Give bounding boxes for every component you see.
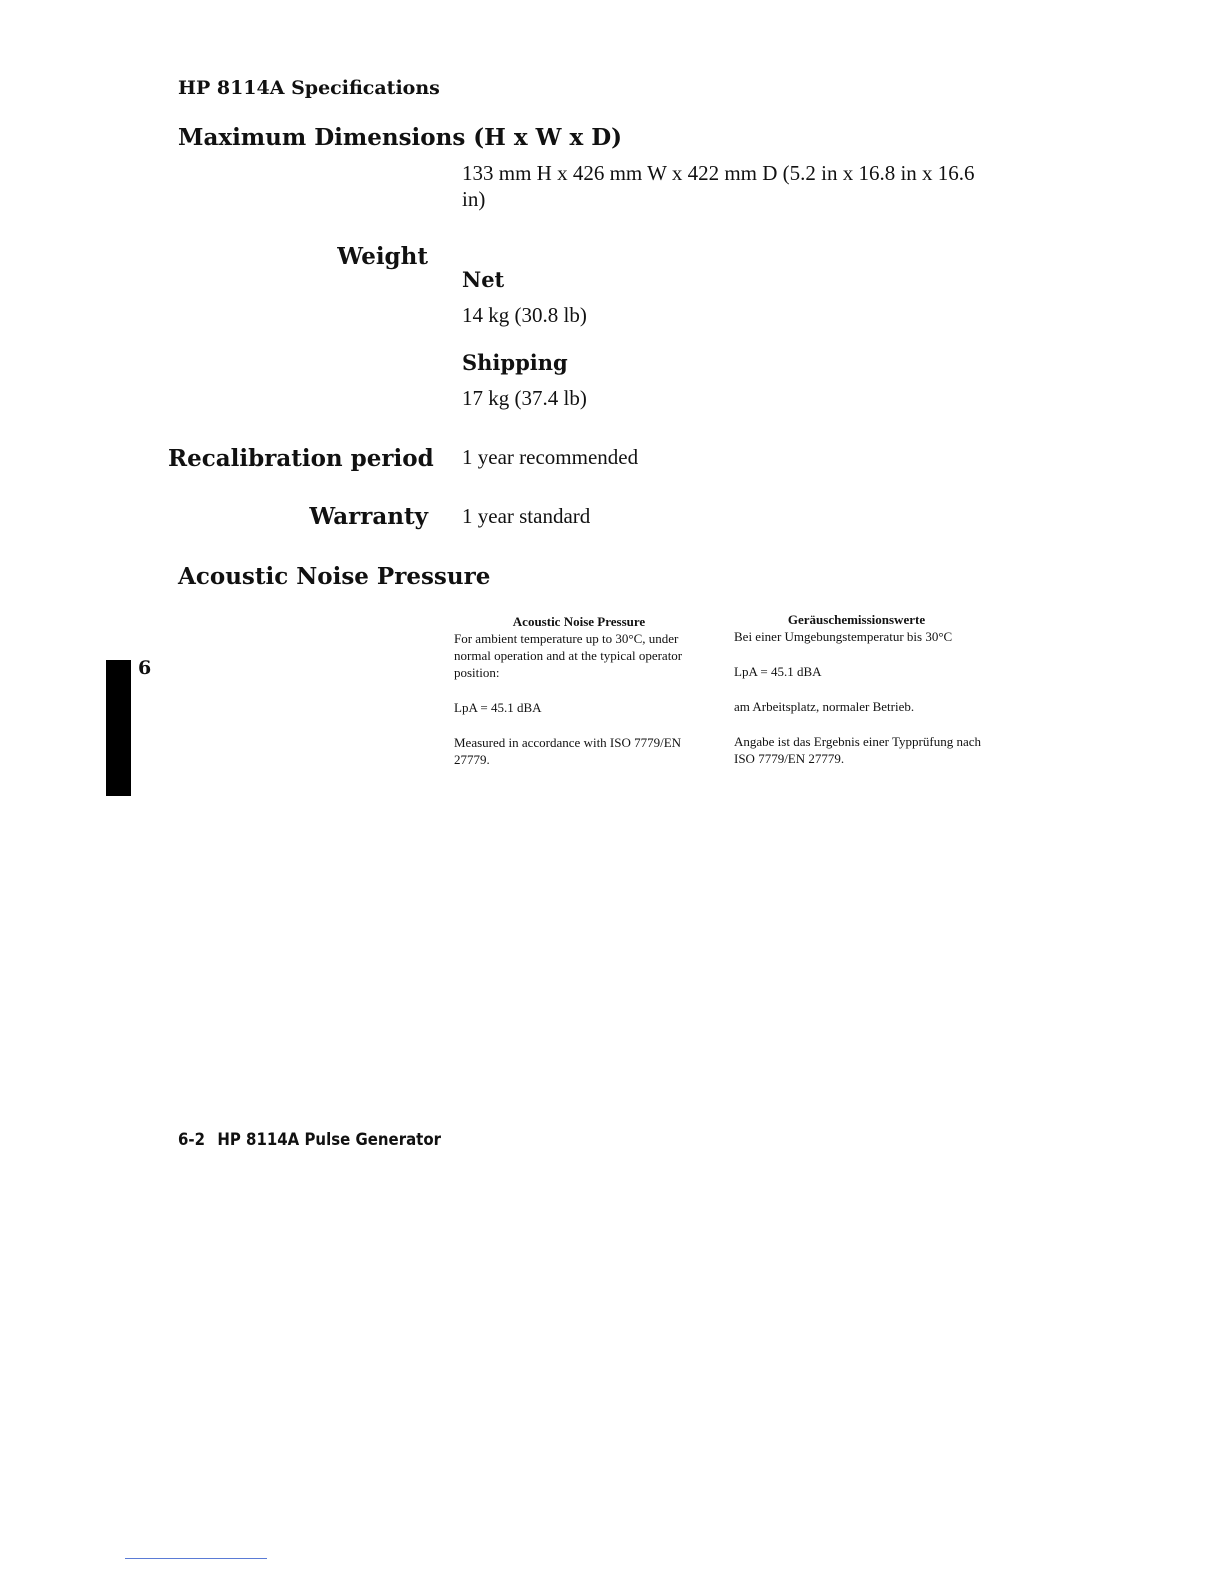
warranty-label: Warranty: [309, 503, 428, 530]
acoustic-german-column: [734, 611, 1024, 767]
weight-shipping-label: Shipping: [462, 350, 568, 375]
weight-net-value: 14 kg (30.8 lb): [462, 303, 587, 327]
running-head: HP 8114A Specifications: [178, 77, 440, 99]
footer-title: HP 8114A Pulse Generator: [217, 1130, 441, 1150]
dimensions-heading: Maximum Dimensions (H x W x D): [178, 124, 623, 151]
weight-net-label: Net: [462, 267, 505, 292]
recalibration-label: Recalibration period: [168, 445, 434, 472]
acoustic-english-column: [454, 613, 704, 768]
acoustic-english-para3: Measured in accordance with ISO 7779/EN 27779.: [454, 735, 682, 767]
page-footer: [178, 1130, 441, 1150]
acoustic-german-title: Geräuschemissionswerte: [787, 612, 926, 627]
acoustic-german-para3: am Arbeitsplatz, normaler Betrieb.: [734, 699, 915, 714]
weight-shipping-value: 17 kg (37.4 lb): [462, 386, 587, 410]
dimensions-value: 133 mm H x 426 mm W x 422 mm D (5.2 in x 16.8 in x 16.6 in): [462, 161, 975, 211]
footer-page-number: 6-2: [178, 1130, 206, 1150]
acoustic-english-title: Acoustic Noise Pressure: [512, 614, 646, 629]
acoustic-english-para1: For ambient temperature up to 30°C, under normal operation and at the typical operator position:: [454, 631, 683, 680]
recalibration-value: 1 year recommended: [462, 445, 639, 469]
warranty-value: 1 year standard: [462, 504, 591, 528]
bottom-rule: [125, 1558, 267, 1559]
acoustic-heading: Acoustic Noise Pressure: [178, 563, 491, 590]
acoustic-german-para4: Angabe ist das Ergebnis einer Typprüfung nach ISO 7779/EN 27779.: [734, 734, 981, 766]
acoustic-german-para1: Bei einer Umgebungstemperatur bis 30°C: [734, 629, 953, 644]
acoustic-german-para2: LpA = 45.1 dBA: [734, 664, 822, 679]
acoustic-english-para2: LpA = 45.1 dBA: [454, 700, 542, 715]
weight-label: Weight: [337, 243, 428, 270]
chapter-tab-number: 6: [138, 657, 152, 679]
chapter-tab-bar: [106, 660, 131, 796]
